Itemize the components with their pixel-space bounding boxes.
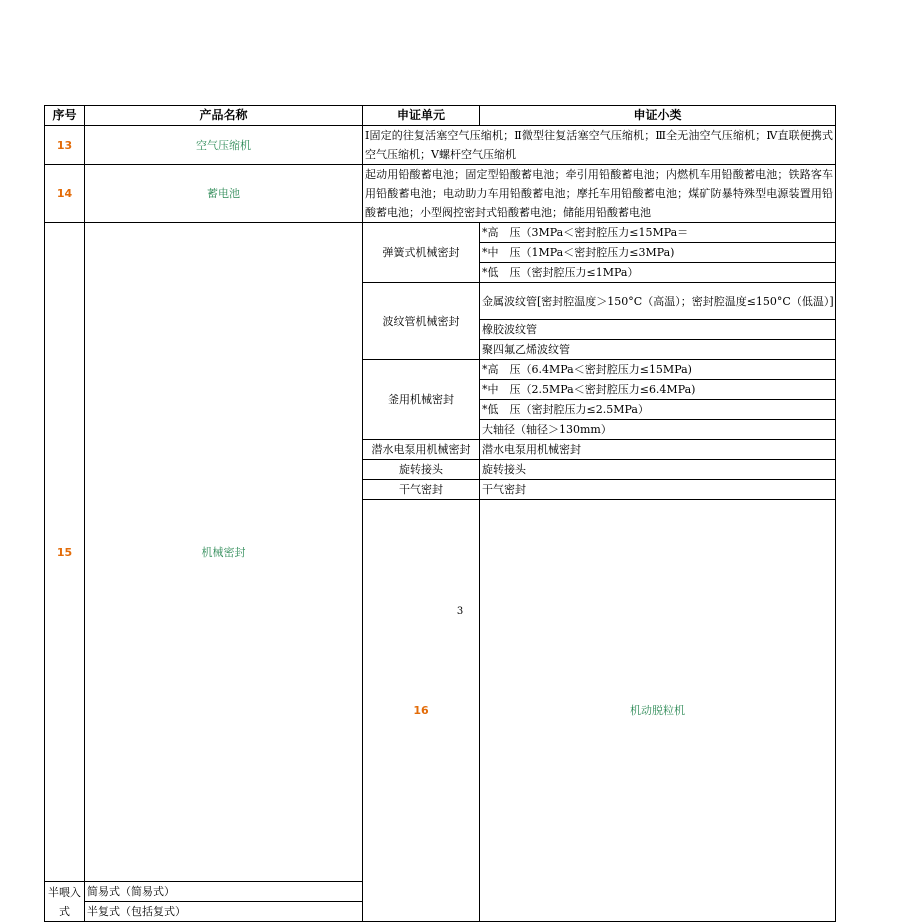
product-name: 机械密封 bbox=[85, 223, 363, 882]
sub-category: 橡胶波纹管 bbox=[480, 320, 836, 340]
unit-cell: 干气密封 bbox=[363, 480, 480, 500]
table-row bbox=[45, 126, 836, 165]
row-number: 13 bbox=[45, 126, 85, 165]
sub-category: *中 压（2.5MPa＜密封腔压力≤6.4MPa) bbox=[480, 380, 836, 400]
sub-category: 聚四氟乙烯波纹管 bbox=[480, 340, 836, 360]
unit-cell: 弹簧式机械密封 bbox=[363, 223, 480, 283]
header-sub: 申证小类 bbox=[480, 106, 836, 126]
sub-category: *中 压（1MPa＜密封腔压力≤3MPa) bbox=[480, 243, 836, 263]
sub-category: 起动用铅酸蓄电池；固定型铅酸蓄电池；牵引用铅酸蓄电池；内燃机车用铅酸蓄电池；铁路客车用铅酸蓄电池；电动助力车用铅酸蓄电池；摩托车用铅酸蓄电池；煤矿防暴特殊型电源装置用铅酸蓄电池；小型阀控密封式铅酸蓄电池；储能用铅酸蓄电池 bbox=[363, 165, 836, 223]
certification-table bbox=[44, 105, 836, 922]
sub-category: 简易式（简易式） bbox=[85, 882, 363, 902]
product-name: 蓄电池 bbox=[85, 165, 363, 223]
page-number: 3 bbox=[456, 606, 464, 617]
sub-category: *高 压（3MPa＜密封腔压力≤15MPa＝ bbox=[480, 223, 836, 243]
row-number: 15 bbox=[45, 223, 85, 882]
unit-cell: 潜水电泵用机械密封 bbox=[363, 440, 480, 460]
unit-cell: 半喂入式 bbox=[45, 882, 85, 922]
sub-category: 干气密封 bbox=[480, 480, 836, 500]
header-row bbox=[45, 106, 836, 126]
sub-category: 大轴径（轴径＞130mm） bbox=[480, 420, 836, 440]
sub-category: 半复式（包括复式） bbox=[85, 902, 363, 922]
table-row bbox=[45, 223, 836, 243]
sub-category: 金属波纹管[密封腔温度＞150°C（高温）；密封腔温度≤150°C（低温）] bbox=[480, 283, 836, 320]
sub-category: 旋转接头 bbox=[480, 460, 836, 480]
unit-cell: 旋转接头 bbox=[363, 460, 480, 480]
sub-category: Ⅰ固定的往复活塞空气压缩机；Ⅱ微型往复活塞空气压缩机；Ⅲ全无油空气压缩机；Ⅳ直联便携式空气压缩机；Ⅴ螺杆空气压缩机 bbox=[363, 126, 836, 165]
row-number: 16 bbox=[363, 500, 480, 922]
sub-category: *高 压（6.4MPa＜密封腔压力≤15MPa) bbox=[480, 360, 836, 380]
header-no: 序号 bbox=[45, 106, 85, 126]
row-number: 14 bbox=[45, 165, 85, 223]
unit-cell: 波纹管机械密封 bbox=[363, 283, 480, 360]
table-row bbox=[45, 165, 836, 223]
product-name: 空气压缩机 bbox=[85, 126, 363, 165]
sub-category: *低 压（密封腔压力≤1MPa） bbox=[480, 263, 836, 283]
header-product: 产品名称 bbox=[85, 106, 363, 126]
sub-category: *低 压（密封腔压力≤2.5MPa） bbox=[480, 400, 836, 420]
sub-category: 潜水电泵用机械密封 bbox=[480, 440, 836, 460]
product-name: 机动脱粒机 bbox=[480, 500, 836, 922]
header-unit: 申证单元 bbox=[363, 106, 480, 126]
unit-cell: 釜用机械密封 bbox=[363, 360, 480, 440]
